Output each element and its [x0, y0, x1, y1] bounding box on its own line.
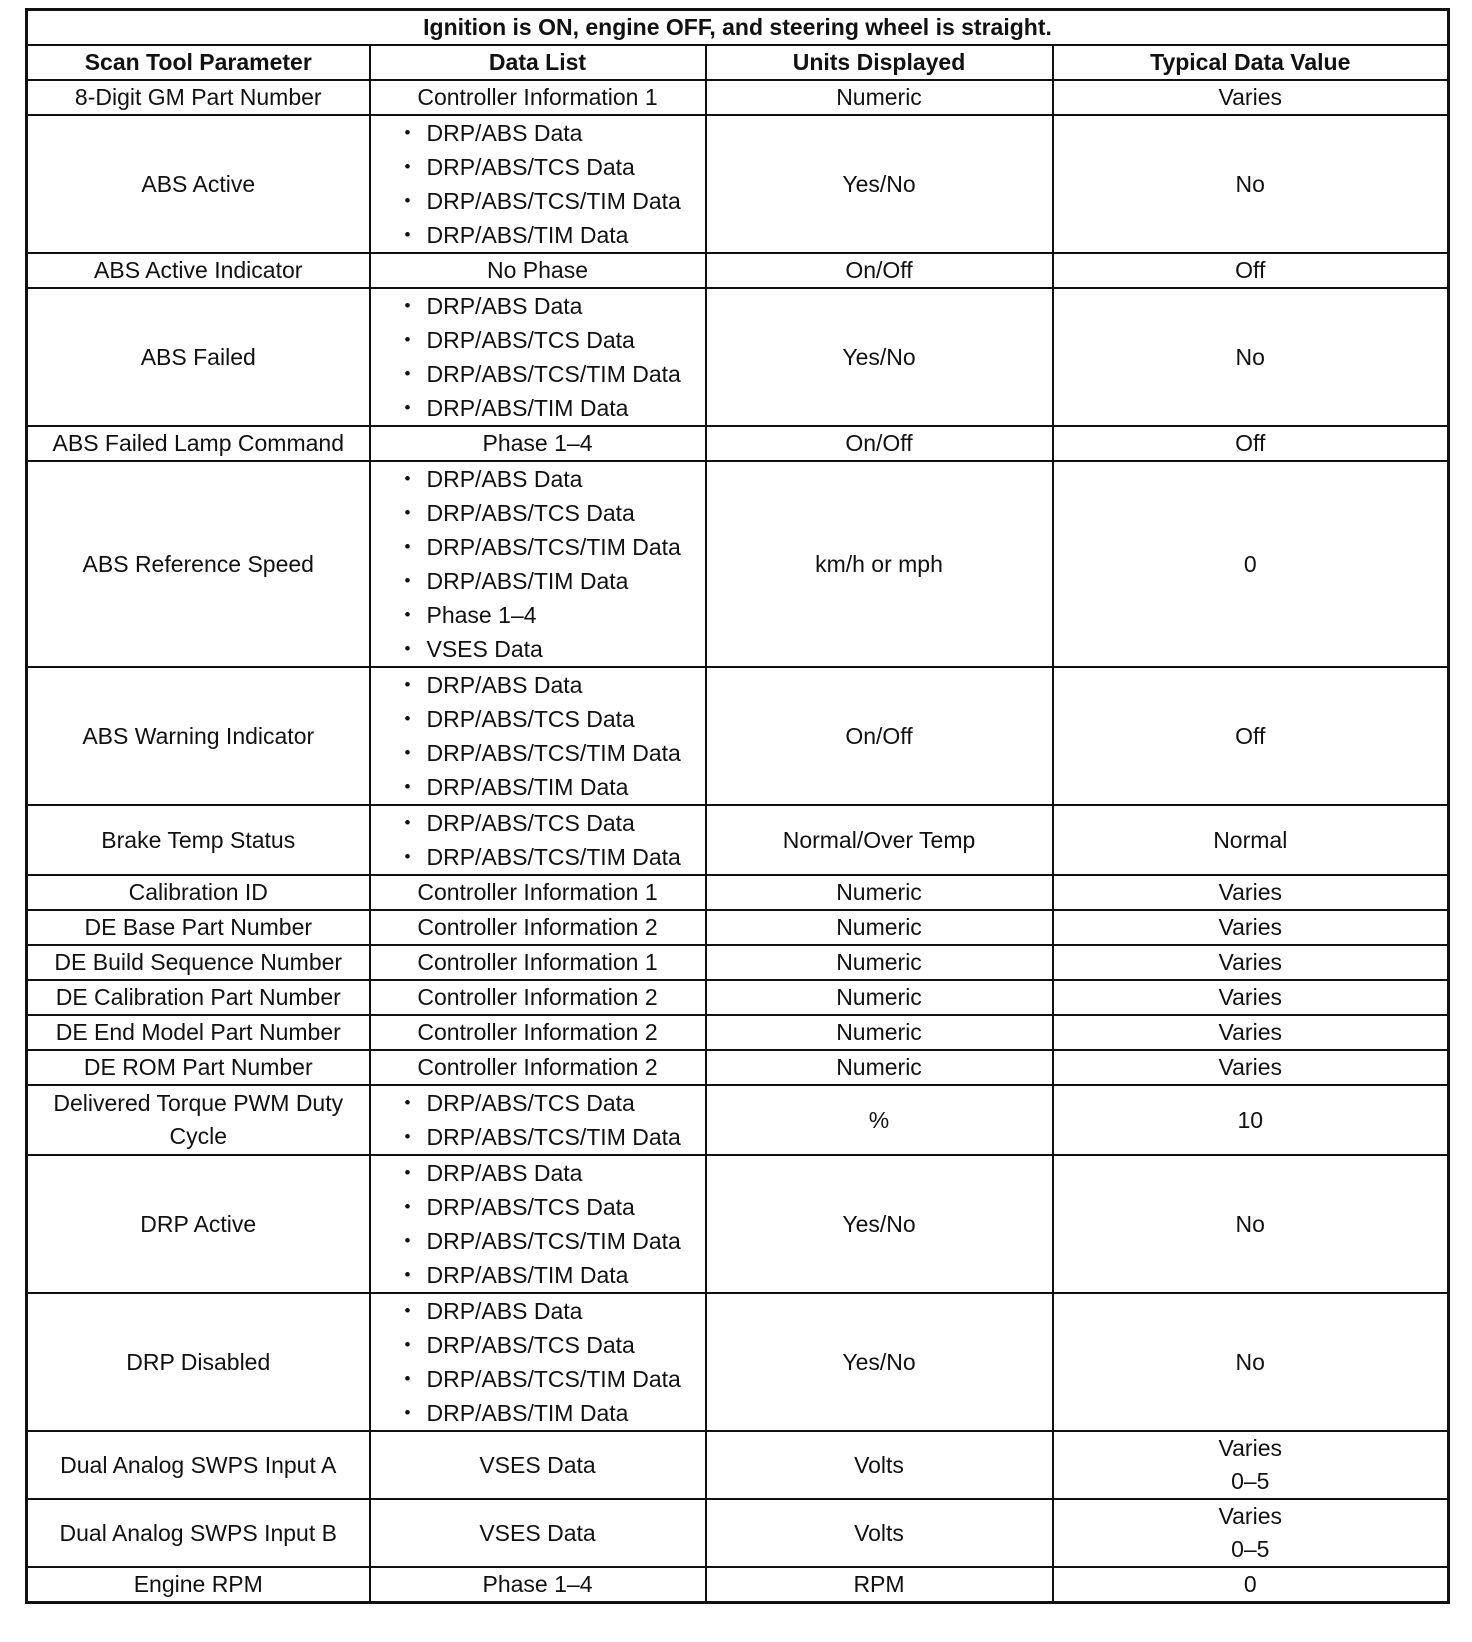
cell-units-displayed: Yes/No — [706, 1293, 1053, 1431]
data-list-bullets — [405, 806, 699, 874]
data-list-item: VSES Data — [479, 1451, 596, 1478]
cell-scan-tool-parameter: DE End Model Part Number — [27, 1015, 370, 1050]
cell-units-displayed: % — [706, 1085, 1053, 1155]
cell-typical-data-value — [1053, 426, 1449, 461]
data-list-bullets — [405, 1086, 699, 1154]
data-list-item: • DRP/ABS Data — [405, 1156, 699, 1190]
cell-units-displayed: Numeric — [706, 1050, 1053, 1085]
typical-value-line: No — [1235, 170, 1265, 197]
cell-typical-data-value — [1053, 1015, 1449, 1050]
typical-value-line: 0–5 — [1231, 1468, 1270, 1494]
typical-value-line: 0 — [1243, 1571, 1257, 1597]
data-list-item: • DRP/ABS/TCS/TIM Data — [405, 357, 699, 391]
cell-data-list — [370, 115, 706, 253]
table-row — [27, 1499, 1449, 1567]
cell-units-displayed: Yes/No — [706, 115, 1053, 253]
header-data-list: Data List — [370, 45, 706, 80]
typical-value-line: Normal — [1213, 826, 1288, 853]
cell-data-list — [370, 910, 706, 945]
table-row — [27, 945, 1449, 980]
cell-scan-tool-parameter: ABS Failed — [27, 288, 370, 426]
table-row — [27, 805, 1449, 875]
data-list-item: Phase 1–4 — [482, 430, 593, 456]
cell-typical-data-value — [1053, 80, 1449, 115]
cell-data-list — [370, 1567, 706, 1603]
typical-value-line: Varies — [1218, 879, 1282, 905]
cell-data-list — [370, 253, 706, 288]
data-list-item: Controller Information 2 — [417, 914, 658, 940]
data-list-item: VSES Data — [479, 1519, 596, 1546]
cell-scan-tool-parameter: DE ROM Part Number — [27, 1050, 370, 1085]
data-list-item: • DRP/ABS/TCS Data — [405, 1328, 699, 1362]
cell-data-list — [370, 875, 706, 910]
table-row — [27, 1431, 1449, 1499]
data-list-item: • DRP/ABS/TCS Data — [405, 1086, 699, 1120]
data-list-item: Controller Information 2 — [417, 1019, 658, 1045]
cell-units-displayed: On/Off — [706, 426, 1053, 461]
cell-data-list — [370, 980, 706, 1015]
data-list-item: • DRP/ABS/TCS/TIM Data — [405, 1224, 699, 1258]
cell-scan-tool-parameter: Calibration ID — [27, 875, 370, 910]
cell-scan-tool-parameter: ABS Reference Speed — [27, 461, 370, 667]
table-row — [27, 80, 1449, 115]
table-row — [27, 461, 1449, 667]
data-list-item: • DRP/ABS/TCS/TIM Data — [405, 1362, 699, 1396]
data-list-item: Controller Information 1 — [417, 879, 658, 905]
cell-data-list — [370, 288, 706, 426]
cell-typical-data-value — [1053, 667, 1449, 805]
data-list-item: • DRP/ABS/TIM Data — [405, 564, 699, 598]
table-row — [27, 980, 1449, 1015]
cell-data-list — [370, 1431, 706, 1499]
data-list-item: Controller Information 2 — [417, 984, 658, 1010]
typical-value-line: Varies — [1218, 1019, 1282, 1045]
data-list-item: • DRP/ABS/TCS/TIM Data — [405, 530, 699, 564]
table-row — [27, 1015, 1449, 1050]
data-list-item: • DRP/ABS Data — [405, 289, 699, 323]
data-list-item: Controller Information 2 — [417, 1054, 658, 1080]
header-typical-data-value: Typical Data Value — [1053, 45, 1449, 80]
cell-typical-data-value — [1053, 910, 1449, 945]
data-list-item: • DRP/ABS/TIM Data — [405, 1396, 699, 1430]
typical-value-line: Varies — [1218, 1435, 1282, 1461]
table-row — [27, 910, 1449, 945]
typical-value-line: Varies — [1218, 84, 1282, 110]
data-list-item: • DRP/ABS Data — [405, 462, 699, 496]
data-list-item: • DRP/ABS/TCS Data — [405, 806, 699, 840]
cell-typical-data-value — [1053, 1050, 1449, 1085]
cell-data-list — [370, 805, 706, 875]
typical-value-line: 10 — [1237, 1106, 1264, 1133]
cell-units-displayed: Volts — [706, 1499, 1053, 1567]
table-row — [27, 667, 1449, 805]
header-row — [27, 45, 1449, 80]
table-row — [27, 115, 1449, 253]
typical-value-line: Varies — [1218, 949, 1282, 975]
data-list-bullets — [405, 462, 699, 666]
cell-units-displayed: Normal/Over Temp — [706, 805, 1053, 875]
cell-data-list — [370, 1293, 706, 1431]
table-body — [27, 80, 1449, 1603]
data-list-item: Phase 1–4 — [482, 1571, 593, 1597]
data-list-bullets — [405, 289, 699, 425]
cell-scan-tool-parameter: Dual Analog SWPS Input A — [27, 1431, 370, 1499]
cell-typical-data-value — [1053, 945, 1449, 980]
cell-units-displayed: Numeric — [706, 980, 1053, 1015]
header-units-displayed: Units Displayed — [706, 45, 1053, 80]
typical-value-line: Varies — [1218, 1054, 1282, 1080]
data-list-item: • DRP/ABS/TCS/TIM Data — [405, 184, 699, 218]
cell-typical-data-value — [1053, 875, 1449, 910]
typical-value-line: 0–5 — [1231, 1536, 1270, 1562]
data-list-item: • DRP/ABS/TCS Data — [405, 323, 699, 357]
data-list-item: Controller Information 1 — [417, 84, 658, 110]
cell-scan-tool-parameter: ABS Active Indicator — [27, 253, 370, 288]
data-list-item: • VSES Data — [405, 632, 699, 666]
data-list-item: • DRP/ABS Data — [405, 1294, 699, 1328]
typical-value-line: No — [1235, 343, 1265, 370]
data-list-item: • DRP/ABS/TCS/TIM Data — [405, 840, 699, 874]
cell-typical-data-value — [1053, 1499, 1449, 1567]
cell-scan-tool-parameter: 8-Digit GM Part Number — [27, 80, 370, 115]
cell-typical-data-value — [1053, 115, 1449, 253]
data-list-item: • DRP/ABS/TIM Data — [405, 1258, 699, 1292]
cell-typical-data-value — [1053, 1155, 1449, 1293]
typical-value-line: No — [1235, 1348, 1265, 1375]
cell-units-displayed: Numeric — [706, 875, 1053, 910]
data-list-item: • DRP/ABS/TCS/TIM Data — [405, 736, 699, 770]
typical-value-line: No — [1235, 1210, 1265, 1237]
cell-scan-tool-parameter: Engine RPM — [27, 1567, 370, 1603]
data-list-item: • DRP/ABS/TCS Data — [405, 702, 699, 736]
table-row — [27, 288, 1449, 426]
cell-typical-data-value — [1053, 1567, 1449, 1603]
cell-units-displayed: On/Off — [706, 253, 1053, 288]
cell-scan-tool-parameter: DRP Disabled — [27, 1293, 370, 1431]
cell-units-displayed: Volts — [706, 1431, 1053, 1499]
cell-typical-data-value — [1053, 1431, 1449, 1499]
cell-typical-data-value — [1053, 253, 1449, 288]
cell-data-list — [370, 945, 706, 980]
cell-typical-data-value — [1053, 1085, 1449, 1155]
table-row — [27, 253, 1449, 288]
cell-data-list — [370, 1499, 706, 1567]
cell-scan-tool-parameter: ABS Warning Indicator — [27, 667, 370, 805]
header-scan-tool-parameter: Scan Tool Parameter — [27, 45, 370, 80]
cell-scan-tool-parameter: Delivered Torque PWM Duty Cycle — [27, 1085, 370, 1155]
table-row — [27, 1155, 1449, 1293]
data-list-item: • DRP/ABS Data — [405, 668, 699, 702]
table-row — [27, 1293, 1449, 1431]
typical-value-line: Off — [1235, 257, 1266, 283]
cell-units-displayed: km/h or mph — [706, 461, 1053, 667]
table-row — [27, 875, 1449, 910]
cell-scan-tool-parameter: DE Calibration Part Number — [27, 980, 370, 1015]
cell-scan-tool-parameter: DE Base Part Number — [27, 910, 370, 945]
data-list-bullets — [405, 1156, 699, 1292]
cell-data-list — [370, 667, 706, 805]
table-row — [27, 426, 1449, 461]
typical-value-line: Off — [1235, 722, 1266, 749]
cell-data-list — [370, 1085, 706, 1155]
cell-scan-tool-parameter: ABS Failed Lamp Command — [27, 426, 370, 461]
cell-units-displayed: Numeric — [706, 80, 1053, 115]
cell-units-displayed: Numeric — [706, 945, 1053, 980]
cell-data-list — [370, 1155, 706, 1293]
cell-data-list — [370, 80, 706, 115]
typical-value-line: Varies — [1218, 914, 1282, 940]
scan-tool-data-sheet — [25, 8, 1447, 1604]
table-row — [27, 1567, 1449, 1603]
cell-scan-tool-parameter: Brake Temp Status — [27, 805, 370, 875]
data-list-item: • DRP/ABS/TIM Data — [405, 391, 699, 425]
cell-typical-data-value — [1053, 288, 1449, 426]
cell-scan-tool-parameter: DRP Active — [27, 1155, 370, 1293]
cell-units-displayed: Yes/No — [706, 1155, 1053, 1293]
typical-value-line: Varies — [1218, 984, 1282, 1010]
cell-units-displayed: Numeric — [706, 910, 1053, 945]
data-list-bullets — [405, 668, 699, 804]
table-row — [27, 1050, 1449, 1085]
data-list-item: No Phase — [486, 257, 588, 283]
cell-units-displayed: Numeric — [706, 1015, 1053, 1050]
data-list-item: • DRP/ABS/TCS Data — [405, 1190, 699, 1224]
data-list-bullets — [405, 116, 699, 252]
scan-tool-data-table — [25, 8, 1450, 1604]
typical-value-line: Off — [1235, 430, 1266, 456]
cell-units-displayed: RPM — [706, 1567, 1053, 1603]
cell-data-list — [370, 426, 706, 461]
cell-scan-tool-parameter: ABS Active — [27, 115, 370, 253]
cell-typical-data-value — [1053, 980, 1449, 1015]
data-list-item: • DRP/ABS/TCS Data — [405, 496, 699, 530]
cell-units-displayed: Yes/No — [706, 288, 1053, 426]
cell-typical-data-value — [1053, 1293, 1449, 1431]
cell-data-list — [370, 1050, 706, 1085]
data-list-item: • DRP/ABS/TCS Data — [405, 150, 699, 184]
data-list-item: • DRP/ABS Data — [405, 116, 699, 150]
data-list-item: • DRP/ABS/TIM Data — [405, 218, 699, 252]
data-list-item: • DRP/ABS/TIM Data — [405, 770, 699, 804]
data-list-item: Controller Information 1 — [417, 949, 658, 975]
cell-typical-data-value — [1053, 461, 1449, 667]
cell-scan-tool-parameter: Dual Analog SWPS Input B — [27, 1499, 370, 1567]
cell-typical-data-value — [1053, 805, 1449, 875]
data-list-item: • Phase 1–4 — [405, 598, 699, 632]
caption-row — [27, 10, 1449, 46]
cell-data-list — [370, 461, 706, 667]
table-row — [27, 1085, 1449, 1155]
cell-units-displayed: On/Off — [706, 667, 1053, 805]
cell-data-list — [370, 1015, 706, 1050]
data-list-item: • DRP/ABS/TCS/TIM Data — [405, 1120, 699, 1154]
typical-value-line: Varies — [1218, 1503, 1282, 1529]
data-list-bullets — [405, 1294, 699, 1430]
cell-scan-tool-parameter: DE Build Sequence Number — [27, 945, 370, 980]
table-caption: Ignition is ON, engine OFF, and steering wheel is straight. — [27, 10, 1449, 46]
typical-value-line: 0 — [1243, 550, 1257, 577]
